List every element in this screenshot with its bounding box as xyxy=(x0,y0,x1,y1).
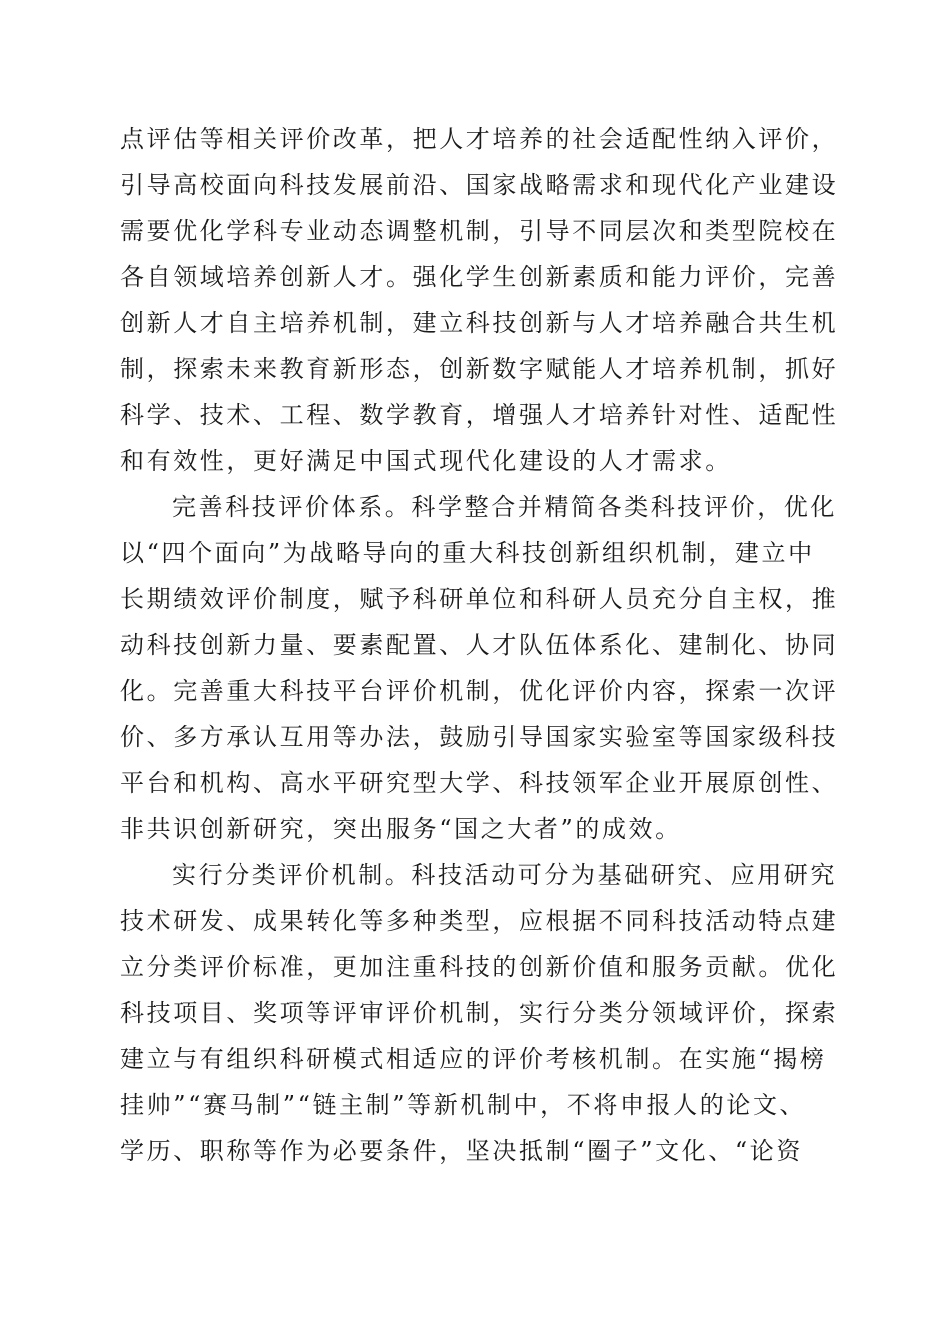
text-line: 创新人才自主培养机制，建立科技创新与人才培养融合共生机 xyxy=(120,309,839,337)
text-line: 价、多方承认互用等办法，鼓励引导国家实验室等国家级科技 xyxy=(120,723,839,751)
text-line: 以“四个面向”为战略导向的重大科技创新组织机制，建立中 xyxy=(120,539,815,567)
text-line: 化。完善重大科技平台评价机制，优化评价内容，探索一次评 xyxy=(120,677,839,705)
text-line: 科技项目、奖项等评审评价机制，实行分类分领域评价，探索 xyxy=(120,999,839,1027)
text-line: 技术研发、成果转化等多种类型，应根据不同科技活动特点建 xyxy=(120,907,839,935)
text-line: 和有效性，更好满足中国式现代化建设的人才需求。 xyxy=(120,447,732,475)
body-text xyxy=(120,116,850,1174)
text-line: 长期绩效评价制度，赋予科研单位和科研人员充分自主权，推 xyxy=(120,585,839,613)
text-line: 挂帅”“赛马制”“链主制”等新机制中，不将申报人的论文、 xyxy=(120,1091,807,1119)
text-line: 建立与有组织科研模式相适应的评价考核机制。在实施“揭榜 xyxy=(120,1045,827,1073)
text-line: 各自领域培养创新人才。强化学生创新素质和能力评价，完善 xyxy=(120,263,839,291)
text-line: 制，探索未来教育新形态，创新数字赋能人才培养机制，抓好 xyxy=(120,355,839,383)
text-line: 立分类评价标准，更加注重科技的创新价值和服务贡献。优化 xyxy=(120,953,839,981)
paragraph-start-line: 完善科技评价体系。科学整合并精简各类科技评价，优化 xyxy=(172,493,837,521)
text-line: 非共识创新研究，突出服务“国之大者”的成效。 xyxy=(120,815,682,843)
text-line: 引导高校面向科技发展前沿、国家战略需求和现代化产业建设 xyxy=(120,171,839,199)
text-line: 需要优化学科专业动态调整机制，引导不同层次和类型院校在 xyxy=(120,217,839,245)
text-line: 学历、职称等作为必要条件，坚决抵制“圈子”文化、“论资 xyxy=(120,1137,804,1165)
paragraph-start-line: 实行分类评价机制。科技活动可分为基础研究、应用研究 xyxy=(172,861,837,889)
text-line: 点评估等相关评价改革，把人才培养的社会适配性纳入评价， xyxy=(120,125,839,153)
text-line: 科学、技术、工程、数学教育，增强人才培养针对性、适配性 xyxy=(120,401,839,429)
text-line: 平台和机构、高水平研究型大学、科技领军企业开展原创性、 xyxy=(120,769,839,797)
text-line: 动科技创新力量、要素配置、人才队伍体系化、建制化、协同 xyxy=(120,631,839,659)
